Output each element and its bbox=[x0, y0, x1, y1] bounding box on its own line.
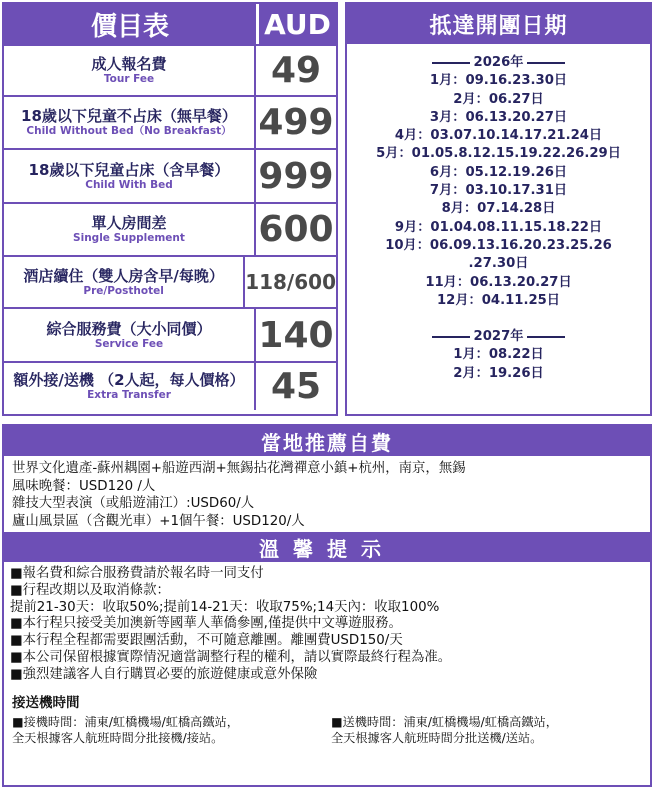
arrival-dates-panel bbox=[345, 2, 652, 416]
year-label: 2027年 bbox=[473, 329, 524, 345]
price-row-hotel bbox=[4, 255, 336, 307]
tip-line: ■本公司保留根據實際情況適當調整行程的權利，請以實際最終行程為准。 bbox=[10, 649, 452, 665]
tip-line: ■行程改期以及取消條款： bbox=[10, 582, 170, 598]
price-item-zh: 單人房間差 bbox=[91, 214, 167, 232]
year-heading-2026 bbox=[347, 54, 650, 72]
date-line: .27.30日 bbox=[468, 256, 529, 272]
tip-line: ■強烈建議客人自行購買必要的旅遊健康或意外保險 bbox=[10, 666, 318, 682]
price-item-zh: 18歲以下兒童不占床（無早餐） bbox=[21, 107, 237, 125]
date-line: 4月：03.07.10.14.17.21.24日 bbox=[394, 128, 603, 144]
price-row-extra-transfer bbox=[4, 361, 336, 410]
price-row-child-without-bed bbox=[4, 95, 336, 148]
info-panel bbox=[2, 424, 652, 787]
tips-title: 溫馨提示 bbox=[4, 532, 650, 562]
date-line: 1月：08.22日 bbox=[453, 347, 544, 363]
date-line: 9月：01.04.08.11.15.18.22日 bbox=[394, 219, 603, 235]
price-item-en: Single Supplement bbox=[73, 232, 185, 244]
dropoff-info bbox=[331, 714, 650, 747]
tips-list bbox=[4, 562, 650, 686]
tip-line: ■本行程全程都需要跟團活動，不可隨意離團。離團費USD150/天 bbox=[10, 633, 403, 649]
currency-label: AUD bbox=[256, 4, 336, 44]
tip-line: ■本行程只接受美加澳新等國華人華僑參團,僅提供中文導遊服務。 bbox=[10, 616, 402, 632]
year-label: 2026年 bbox=[473, 55, 524, 70]
tip-line: 提前21-30天：收取50%;提前14-21天：收取75%;14天內：收取100% bbox=[10, 599, 440, 615]
price-item-zh: 18歲以下兒童占床（含早餐） bbox=[28, 160, 230, 179]
price-item-zh: 綜合服務費（大小同價） bbox=[46, 319, 212, 338]
transfer-title: 接送機時間 bbox=[12, 694, 80, 711]
price-item-en: Tour Fee bbox=[103, 73, 155, 85]
price-value: 118/600 bbox=[245, 270, 336, 294]
price-value: 499 bbox=[258, 102, 334, 143]
tip-line: ■報名費和綜合服務費請於報名時一同支付 bbox=[10, 566, 264, 581]
price-item-zh: 額外接/送機 （2人起，每人價格） bbox=[13, 371, 245, 389]
local-fee-line: 廬山風景區（含觀光車）+1個午餐：USD120/人 bbox=[12, 513, 305, 529]
price-value: 140 bbox=[258, 314, 334, 356]
date-line: 12月：04.11.25日 bbox=[437, 292, 560, 308]
dropoff-line: 全天根據客人航班時間分批送機/送站。 bbox=[331, 731, 543, 746]
price-item-zh: 酒店續住（雙人房含早/每晚） bbox=[23, 266, 224, 285]
price-row-child-with-bed bbox=[4, 148, 336, 202]
price-value: 600 bbox=[258, 209, 334, 250]
year-heading-2027 bbox=[347, 328, 650, 346]
price-value: 45 bbox=[270, 366, 322, 407]
pickup-info bbox=[12, 714, 331, 747]
price-table-header bbox=[4, 4, 336, 44]
date-line: 1月：09.16.23.30日 bbox=[429, 73, 568, 89]
date-line: 2月：19.26日 bbox=[453, 365, 544, 381]
price-item-en: Extra Transfer bbox=[87, 389, 171, 401]
price-item-en: Service Fee bbox=[94, 337, 164, 350]
price-item-zh: 成人報名費 bbox=[91, 55, 167, 73]
price-item-en: Pre/Posthotel bbox=[83, 284, 164, 297]
date-line: 3月：06.13.20.27日 bbox=[429, 109, 568, 125]
local-fee-line: 世界文化遺產-蘇州耦園+船遊西湖+無錫拈花灣禪意小鎮+杭州，南京，無錫 bbox=[12, 461, 466, 476]
price-row-single-supplement bbox=[4, 202, 336, 255]
date-line: 11月：06.13.20.27日 bbox=[425, 274, 572, 290]
price-item-en: Child With Bed bbox=[85, 178, 173, 191]
local-fees-title: 當地推薦自費 bbox=[4, 426, 650, 456]
date-line: 6月：05.12.19.26日 bbox=[429, 164, 568, 180]
pickup-line: 全天根據客人航班時間分批接機/接站。 bbox=[12, 731, 224, 746]
local-fee-line: 風味晚餐：USD120 /人 bbox=[12, 478, 156, 494]
price-value: 999 bbox=[258, 155, 334, 197]
price-row-service-fee bbox=[4, 307, 336, 361]
arrival-dates-title: 抵達開團日期 bbox=[347, 4, 650, 44]
local-fee-line: 雜技大型表演（或船遊浦江）:USD60/人 bbox=[12, 496, 255, 511]
price-value: 49 bbox=[270, 50, 322, 91]
price-table bbox=[2, 2, 338, 416]
transfer-times bbox=[4, 712, 650, 747]
price-table-title: 價目表 bbox=[4, 4, 256, 44]
date-line: 8月：07.14.28日 bbox=[441, 201, 556, 217]
date-line: 10月：06.09.13.16.20.23.25.26 bbox=[385, 237, 612, 253]
dropoff-line: ■送機時間：浦東/虹橋機場/虹橋高鐵站， bbox=[331, 714, 558, 729]
date-line: 5月：01.05.8.12.15.19.22.26.29日 bbox=[376, 146, 621, 162]
pickup-line: ■接機時間：浦東/虹橋機場/虹橋高鐵站， bbox=[12, 714, 239, 729]
price-item-en: Child Without Bed（No Breakfast） bbox=[26, 125, 232, 137]
date-line: 2月：06.27日 bbox=[453, 91, 544, 107]
date-line: 7月：03.10.17.31日 bbox=[429, 183, 568, 199]
price-row-tour-fee bbox=[4, 44, 336, 95]
local-fees-list bbox=[4, 456, 650, 532]
